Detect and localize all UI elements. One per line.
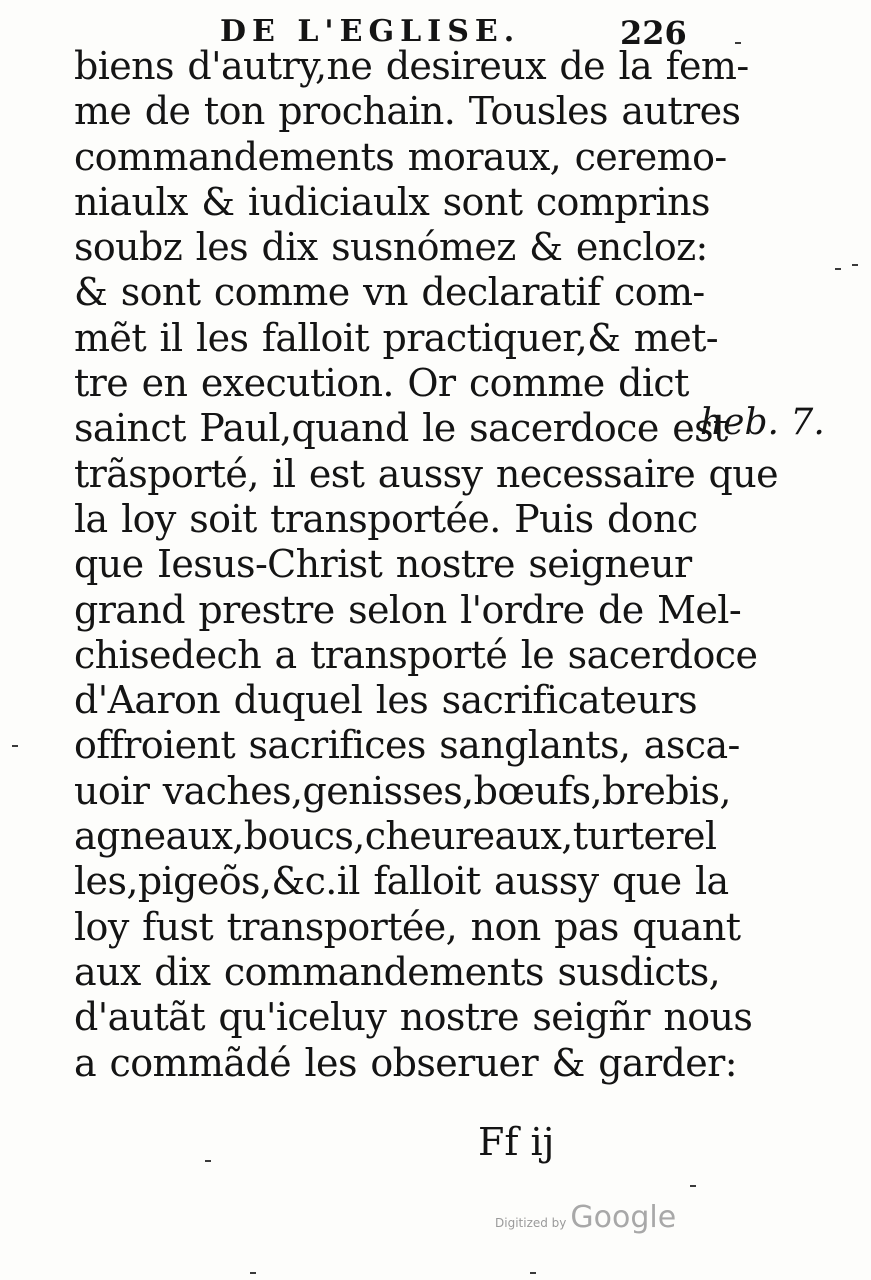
text-line: biens d'autry,ne desireux de la fem- xyxy=(74,44,749,88)
text-line: trãsporté, il est aussy necessaire que xyxy=(74,451,779,496)
text-line: niaulx & iudiciaulx sont comprins xyxy=(74,179,710,224)
text-line: d'Aaron duquel les sacrificateurs xyxy=(74,678,698,723)
scan-speck xyxy=(530,1272,536,1274)
google-watermark xyxy=(495,1200,676,1235)
text-line: la loy soit transportée. Puis donc xyxy=(74,496,698,541)
text-line: tre en execution. Or comme dict xyxy=(74,361,689,406)
text-line: les,pigeõs,&c.il falloit aussy que la xyxy=(74,859,729,904)
scan-speck xyxy=(852,264,858,266)
scan-speck xyxy=(735,42,741,44)
watermark-prefix: Digitized by xyxy=(495,1216,567,1230)
google-logo: Google xyxy=(570,1200,677,1235)
margin-note: heb. 7. xyxy=(700,402,825,443)
page-number: 226 xyxy=(620,14,687,52)
text-line: sainct Paul,quand le sacerdoce est xyxy=(74,406,728,451)
text-line: me de ton prochain. Tousles autres xyxy=(74,89,741,134)
text-line: offroient sacrifices sanglants, asca- xyxy=(74,723,740,768)
text-line: uoir vaches,genisses,bœufs,brebis, xyxy=(74,768,731,813)
text-line: commandements moraux, ceremo- xyxy=(74,134,727,179)
text-line: soubz les dix susnómez & encloz: xyxy=(74,225,708,270)
signature-mark: Ff ij xyxy=(478,1120,555,1164)
scan-speck xyxy=(690,1185,696,1187)
text-line: d'autãt qu'iceluy nostre seigñr nous xyxy=(74,995,753,1040)
text-line: loy fust transportée, non pas quant xyxy=(74,904,741,949)
text-line: aux dix commandements susdicts, xyxy=(74,949,721,994)
text-line: & sont comme vn declaratif com- xyxy=(74,270,705,315)
text-line: que Iesus-Christ nostre seigneur xyxy=(74,542,692,587)
text-line: a commãdé les obseruer & garder: xyxy=(74,1040,737,1085)
running-head: DE L'EGLISE. xyxy=(220,14,521,49)
text-line: grand prestre selon l'ordre de Mel- xyxy=(74,587,742,632)
text-line: agneaux,boucs,cheureaux,turterel xyxy=(74,814,717,859)
text-line: mẽt il les falloit practiquer,& met- xyxy=(74,315,719,360)
text-line: chisedech a transporté le sacerdoce xyxy=(74,632,758,677)
scan-speck xyxy=(205,1160,211,1162)
scan-speck xyxy=(835,268,841,270)
scan-speck xyxy=(250,1272,256,1274)
scan-speck xyxy=(12,745,18,747)
